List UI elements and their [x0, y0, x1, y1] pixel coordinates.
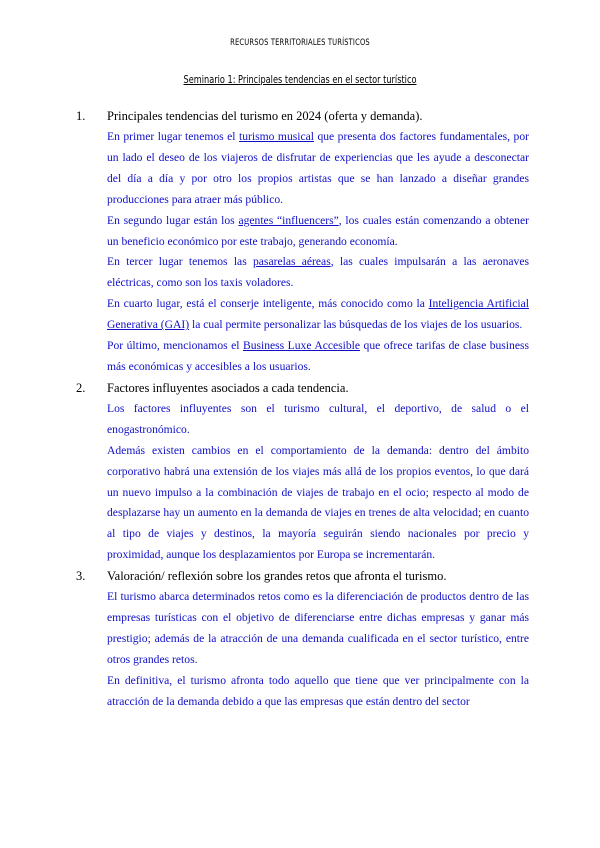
underlined-term: agentes “influencers” [238, 213, 339, 227]
section-number: 2. [76, 380, 86, 395]
underlined-term: pasarelas aéreas [252, 255, 331, 269]
paragraph: Por último, mencionamos el Business Luxe Accesible que ofrece tarifas de clase business más económicas y accesibles a los usuarios. [107, 339, 529, 373]
paragraph: En tercer lugar tenemos las pasarelas aéreas, las cuales impulsarán a las aeronaves eléctricas, como son los taxis voladores. [107, 255, 529, 290]
section-heading: Principales tendencias del turismo en 2024 (oferta y demanda). [107, 109, 423, 123]
paragraph: Además existen cambios en el comportamiento de la demanda: dentro del ámbito corporativo habrá una extensión de los viajes más allá de los propios eventos, lo que dará un nuevo impulso a la combinación de viajes de trabajo en el ocio; respecto al modo de desplazarse hay un aumento en la demanda de viajes en trenes de alta velocidad; en cuanto al tipo de viajes y destinos, la mayoría seguirán siendo nacionales por precio y proximidad, aunque los desplazamientos por Europa se incrementarán. [107, 443, 529, 562]
section-number: 1. [76, 109, 86, 123]
underlined-term: Business Luxe Accesible [242, 339, 361, 353]
seminar-title: Seminario 1: Principales tendencias en el sector turístico [183, 74, 417, 86]
paragraph: En definitiva, el turismo afronta todo aquello que tiene que ver principalmente con la atracción de la demanda debido a que las empresas que están dentro del sector [107, 673, 529, 708]
running-header: RECURSOS TERRITORIALES TURÍSTICOS [230, 38, 370, 48]
paragraph: En segundo lugar están los agentes “influencers”, los cuales están comenzando a obtener un beneficio económico por este trabajo, generando economía. [107, 213, 529, 248]
underlined-term: Inteligencia Artificial Generativa (GAI) [107, 297, 529, 332]
paragraph: En cuarto lugar, está el conserje inteligente, más conocido como la Inteligencia Artificial Generativa (GAI) la cual permite personalizar las búsquedas de los viajes de los usuarios. [107, 297, 529, 332]
section-3 [76, 566, 529, 712]
paragraph: En primer lugar tenemos el turismo musical que presenta dos factores fundamentales, por un lado el deseo de los viajeros de disfrutar de experiencias que les ayude a desconectar del día a día y por otro los propios artistas que se han lanzado a diseñar grandes producciones para atraer más público. [107, 130, 529, 206]
paragraph: Los factores influyentes son el turismo cultural, el deportivo, de salud o el enogastronómico. [107, 401, 529, 436]
section-number: 3. [76, 569, 86, 584]
underlined-term: turismo musical [239, 130, 314, 143]
section-2 [76, 378, 529, 566]
section-heading: Valoración/ reflexión sobre los grandes retos que afronta el turismo. [107, 569, 447, 584]
section-heading: Factores influyentes asociados a cada tendencia. [107, 380, 349, 395]
document-body [76, 106, 529, 713]
section-1 [76, 106, 529, 378]
paragraph: El turismo abarca determinados retos como es la diferenciación de productos dentro de las empresas turísticas con el objetivo de diferenciarse entre dichas empresas y ganar más prestigio; además de la atracción de una demanda cualificada en el sector turístico, entre otros grandes retos. [107, 590, 529, 666]
